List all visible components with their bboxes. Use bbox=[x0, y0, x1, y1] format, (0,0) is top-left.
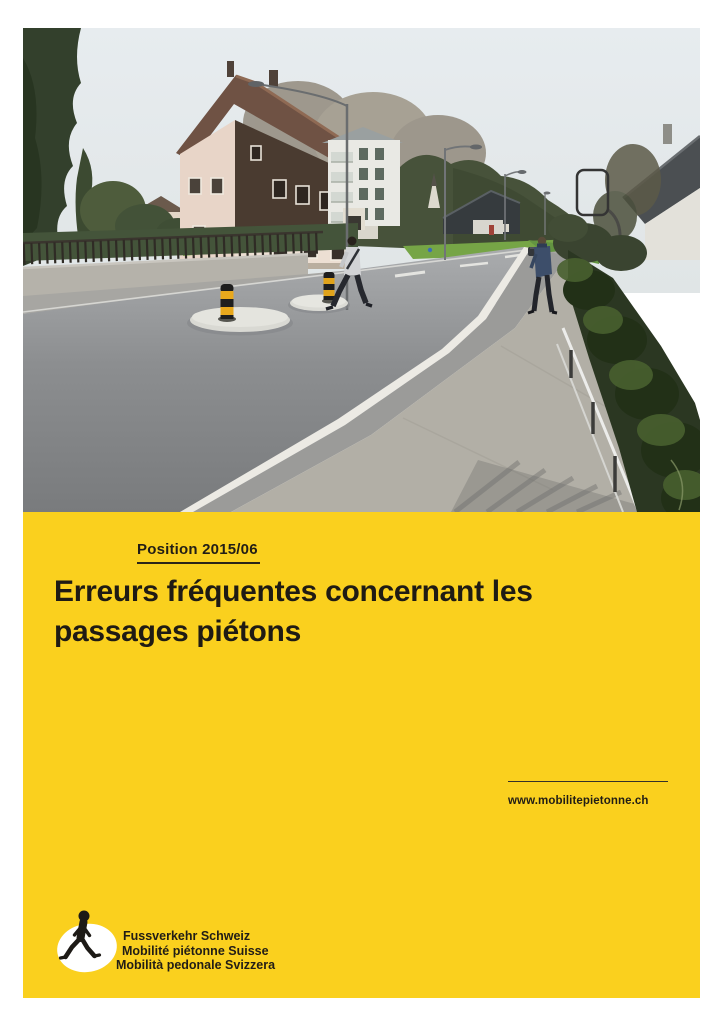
cover-title-line2: passages piétons bbox=[54, 615, 301, 648]
org-name-it: Mobilità pedonale Svizzera bbox=[116, 958, 276, 972]
cover-photo bbox=[23, 28, 700, 512]
walking-person-icon bbox=[53, 904, 123, 980]
street-scene bbox=[23, 28, 700, 512]
org-name-de: Fussverkehr Schweiz bbox=[123, 929, 251, 943]
hydrant bbox=[428, 248, 432, 252]
bollard-far bbox=[324, 272, 335, 300]
divider-line bbox=[508, 781, 668, 782]
org-logo bbox=[53, 904, 343, 988]
org-name-fr: Mobilité piétonne Suisse bbox=[122, 943, 269, 958]
bus-stop bbox=[473, 220, 503, 235]
website-link[interactable]: www.mobilitepietonne.ch bbox=[508, 795, 649, 807]
cover-title-line1: Erreurs fréquentes concernant les bbox=[54, 575, 533, 608]
org-names bbox=[116, 929, 275, 973]
bollard-near bbox=[221, 284, 234, 319]
yellow-banner bbox=[23, 512, 700, 998]
cover-title bbox=[54, 572, 533, 652]
edition-label: Position 2015/06 bbox=[137, 541, 260, 564]
